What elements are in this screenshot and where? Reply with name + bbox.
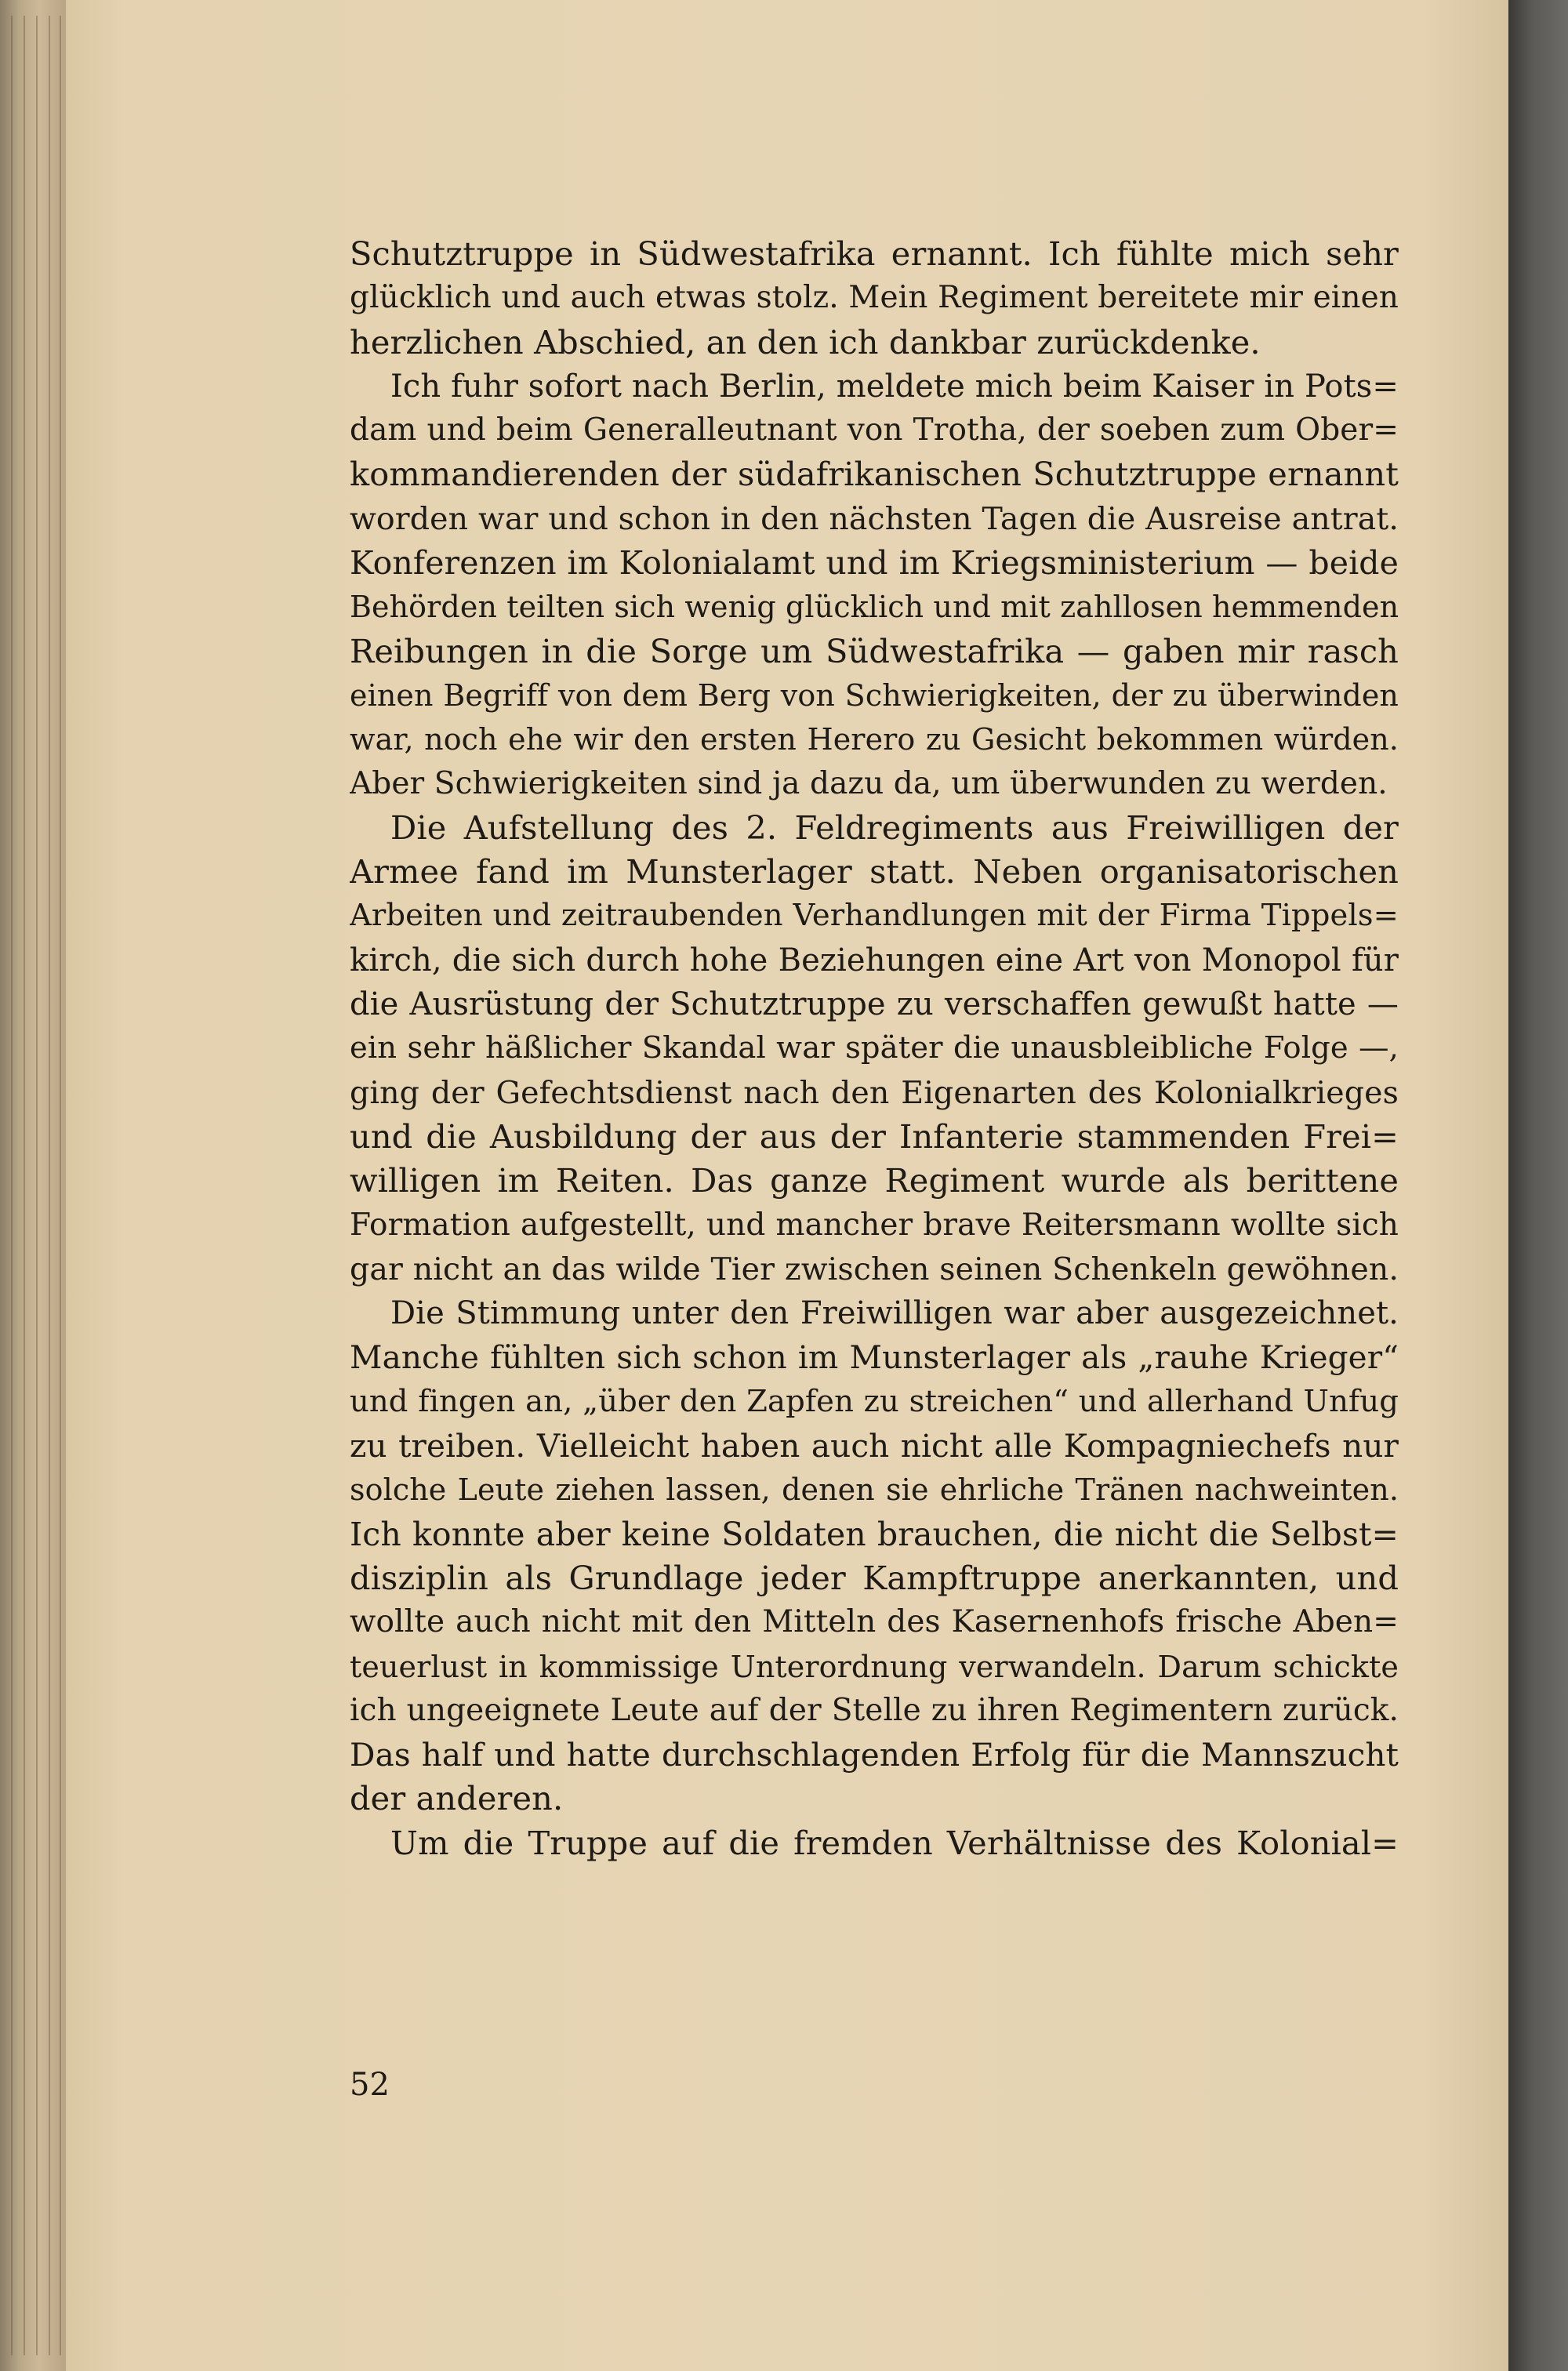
text-line: Formation aufgestellt, und mancher brave Reitersmann wollte sich bbox=[350, 1207, 1399, 1243]
text-line: Arbeiten und zeitraubenden Verhandlungen mit der Firma Tippels= bbox=[350, 898, 1399, 934]
text-line: der anderen. bbox=[350, 1779, 564, 1818]
text-line: glücklich und auch etwas stolz. Mein Regiment bereitete mir einen bbox=[350, 280, 1399, 316]
text-line: war, noch ehe wir den ersten Herero zu Gesicht bekommen würden. bbox=[350, 722, 1399, 757]
text-line: Das half und hatte durchschlagenden Erfolg für die Mannszucht bbox=[350, 1736, 1399, 1774]
text-line: gar nicht an das wilde Tier zwischen seinen Schenkeln gewöhnen. bbox=[350, 1251, 1399, 1287]
text-line: ich ungeeignete Leute auf der Stelle zu ihren Regimentern zurück. bbox=[350, 1692, 1399, 1728]
text-line: worden war und schon in den nächsten Tagen die Ausreise antrat. bbox=[350, 500, 1399, 537]
text-line: Reibungen in die Sorge um Südwestafrika — gaben mir rasch bbox=[350, 631, 1399, 670]
text-line: Aber Schwierigkeiten sind ja dazu da, um überwunden zu werden. bbox=[350, 765, 1388, 801]
text-line: die Ausrüstung der Schutztruppe zu verschaffen gewußt hatte — bbox=[350, 986, 1399, 1023]
text-line: dam und beim Generalleutnant von Trotha, der soeben zum Ober= bbox=[350, 412, 1399, 448]
text-line: herzlichen Abschied, an den ich dankbar zurückdenke. bbox=[350, 322, 1261, 361]
text-line: ging der Gefechtsdienst nach den Eigenarten des Kolonialkrieges bbox=[350, 1074, 1399, 1111]
text-line: Die Aufstellung des 2. Feldregiments aus Freiwilligen der bbox=[390, 808, 1399, 847]
text-line: Manche fühlten sich schon im Munsterlager als „rauhe Krieger“ bbox=[350, 1338, 1399, 1377]
text-line: solche Leute ziehen lassen, denen sie ehrliche Tränen nachweinten. bbox=[350, 1472, 1399, 1508]
text-line: und fingen an, „über den Zapfen zu streichen“ und allerhand Unfug bbox=[350, 1383, 1399, 1419]
text-line: zu treiben. Vielleicht haben auch nicht alle Kompagniechefs nur bbox=[350, 1427, 1399, 1465]
text-line: Konferenzen im Kolonialamt und im Kriegsministerium — beide bbox=[350, 544, 1399, 583]
text-line: Die Stimmung unter den Freiwilligen war aber ausgezeichnet. bbox=[390, 1295, 1399, 1332]
text-line: wollte auch nicht mit den Mitteln des Kasernenhofs frische Aben= bbox=[350, 1604, 1399, 1640]
page-shadow-edge bbox=[1508, 0, 1568, 2371]
text-line: und die Ausbildung der aus der Infanterie stammenden Frei= bbox=[350, 1117, 1399, 1156]
text-line: disziplin als Grundlage jeder Kampftruppe anerkannten, und bbox=[350, 1558, 1399, 1597]
text-line: ein sehr häßlicher Skandal war später die unausbleibliche Folge —, bbox=[350, 1030, 1399, 1066]
text-line: willigen im Reiten. Das ganze Regiment wurde als berittene bbox=[350, 1161, 1399, 1200]
text-line: Ich fuhr sofort nach Berlin, meldete mich beim Kaiser in Pots= bbox=[390, 368, 1399, 405]
text-line: Schutztruppe in Südwestafrika ernannt. Ich fühlte mich sehr bbox=[350, 234, 1399, 273]
page-number: 52 bbox=[350, 2067, 390, 2103]
text-line: Behörden teilten sich wenig glücklich und mit zahllosen hemmenden bbox=[350, 590, 1399, 625]
text-line: einen Begriff von dem Berg von Schwierigkeiten, der zu überwinden bbox=[350, 677, 1399, 713]
text-line: kirch, die sich durch hohe Beziehungen eine Art von Monopol für bbox=[350, 942, 1399, 979]
stacked-page-edges bbox=[0, 0, 66, 2371]
text-line: Armee fand im Munsterlager statt. Neben organisatorischen bbox=[350, 852, 1399, 891]
text-line: teuerlust in kommissige Unterordnung verwandeln. Darum schickte bbox=[350, 1649, 1399, 1684]
text-line: kommandierenden der südafrikanischen Schutztruppe ernannt bbox=[350, 455, 1399, 494]
text-line: Ich konnte aber keine Soldaten brauchen, die nicht die Selbst= bbox=[350, 1515, 1399, 1553]
body-text bbox=[350, 232, 1399, 1865]
text-line: Um die Truppe auf die fremden Verhältnisse des Kolonial= bbox=[390, 1823, 1399, 1862]
